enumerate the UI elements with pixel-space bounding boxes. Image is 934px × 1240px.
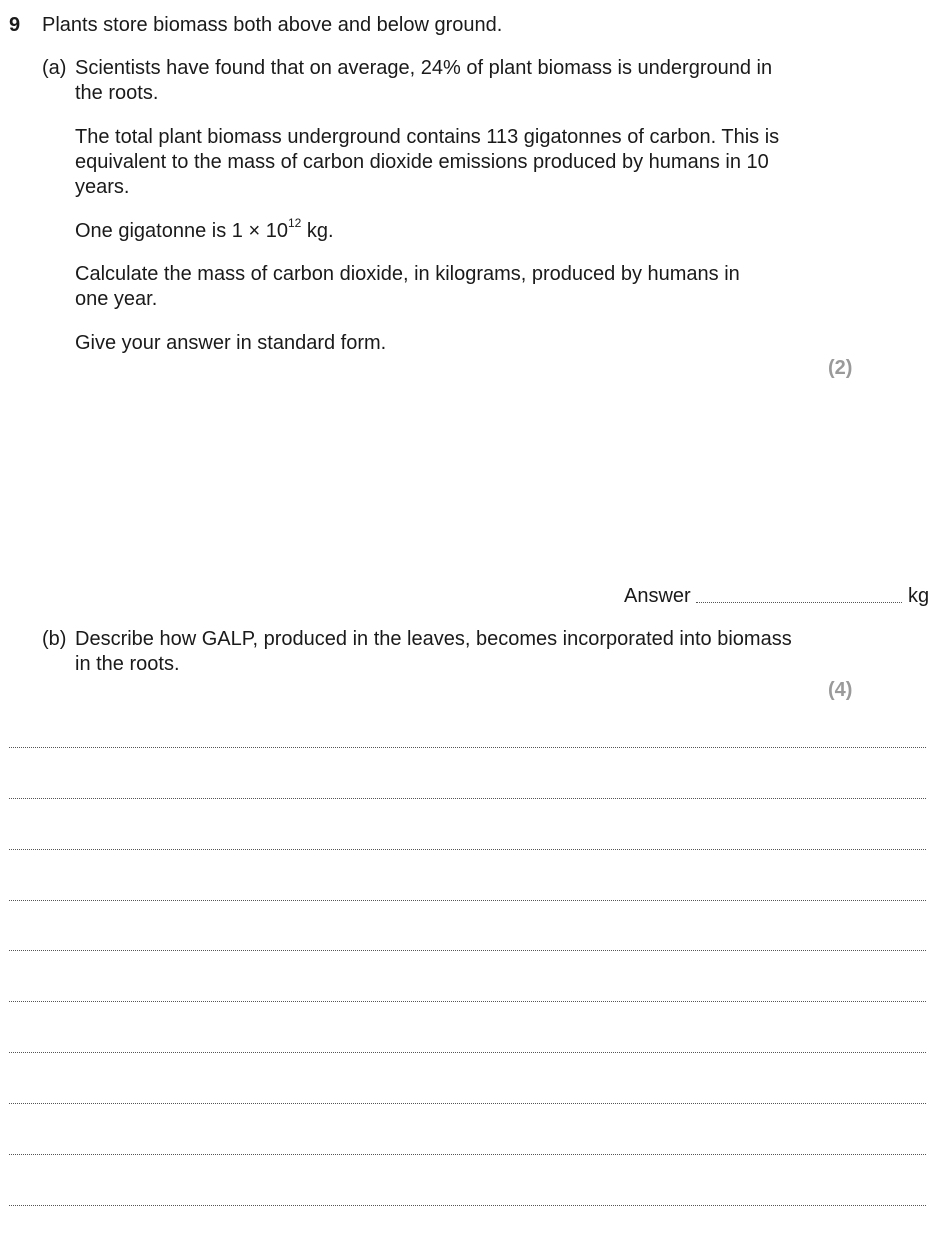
part-a-label: (a) <box>42 57 67 79</box>
answer-line[interactable] <box>696 602 902 603</box>
answer-writing-line[interactable] <box>9 747 926 748</box>
definition-prefix: One gigatonne is 1 × 10 <box>75 220 288 242</box>
answer-label: Answer <box>624 585 691 607</box>
answer-unit: kg <box>908 585 930 607</box>
answer-writing-line[interactable] <box>9 900 926 901</box>
part-b-label: (b) <box>42 628 67 650</box>
answer-writing-line[interactable] <box>9 1103 926 1104</box>
answer-writing-line[interactable] <box>9 798 926 799</box>
question-number: 9 <box>9 14 21 36</box>
part-a-marks: (2) <box>828 357 853 379</box>
part-b-question: Describe how GALP, produced in the leaves, becomes incorporated into biomass in the roots. <box>75 628 792 675</box>
question-stem: Plants store biomass both above and below ground. <box>42 14 503 36</box>
part-a-task: Calculate the mass of carbon dioxide, in kilograms, produced by humans in one year. <box>75 263 740 310</box>
definition-suffix: kg. <box>306 220 334 242</box>
part-a-intro: Scientists have found that on average, 24% of plant biomass is underground in the roots. <box>75 57 773 104</box>
part-a-instruction: Give your answer in standard form. <box>75 332 387 354</box>
part-a-definition <box>75 216 805 244</box>
answer-writing-line[interactable] <box>9 1052 926 1053</box>
answer-writing-line[interactable] <box>9 849 926 850</box>
definition-exponent: 12 <box>287 216 302 231</box>
answer-writing-line[interactable] <box>9 1205 926 1206</box>
part-b-marks: (4) <box>828 679 853 701</box>
answer-writing-line[interactable] <box>9 1154 926 1155</box>
answer-writing-line[interactable] <box>9 1001 926 1002</box>
answer-row[interactable] <box>624 584 932 609</box>
part-a-context: The total plant biomass underground contains 113 gigatonnes of carbon. This is equivalent to the mass of carbon dioxide emissions produced by humans in 10 years. <box>75 126 780 198</box>
answer-writing-line[interactable] <box>9 950 926 951</box>
